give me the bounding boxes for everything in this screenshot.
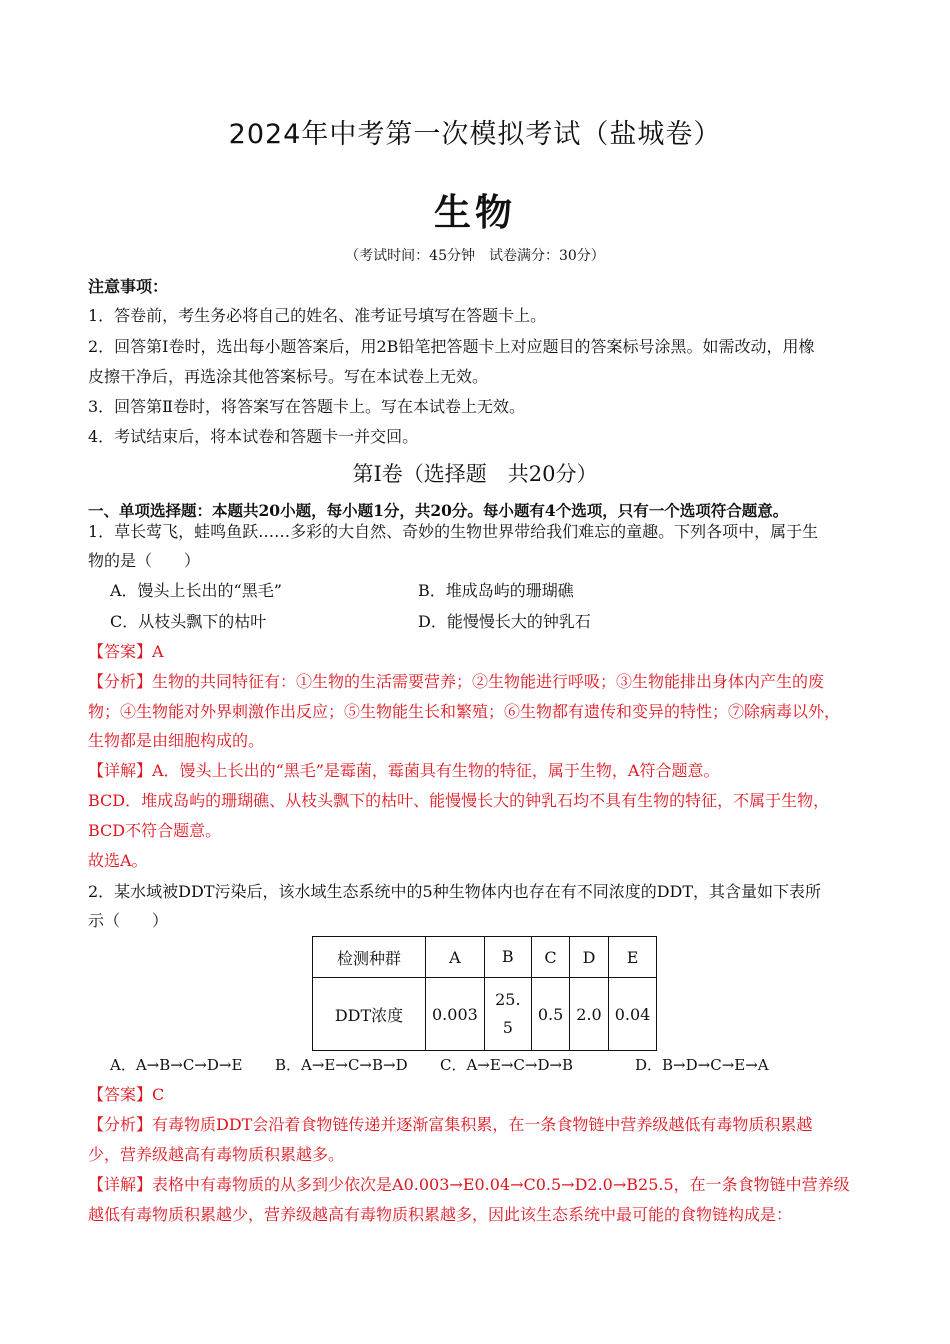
- exam-meta: （考试时间：45分钟 试卷满分：30分）: [345, 248, 605, 264]
- q1-option-c: C．从枝头飘下的枯叶: [110, 612, 267, 631]
- subject-title: 生物: [434, 191, 516, 234]
- note-3: 3．回答第Ⅱ卷时，将答案写在答题卡上。写在本试卷上无效。: [88, 397, 526, 416]
- table-row: [313, 978, 657, 1051]
- table-cell: 检测种群: [313, 937, 426, 978]
- q2-analysis-line-1: [88, 1114, 868, 1136]
- note-2b: 皮擦干净后，再选涂其他答案标号。写在本试卷上无效。: [88, 367, 489, 386]
- q1-analysis-line-1: [88, 671, 868, 693]
- q1-detail-line-2: BCD．堆成岛屿的珊瑚礁、从枝头飘下的枯叶、能慢慢长大的钟乳石均不具有生物的特征，不属于生物，: [88, 791, 830, 810]
- q2-detail-line-2: 越低有毒物质积累越少，营养级越高有毒物质积累越多，因此该生态系统中最可能的食物链构成是：: [88, 1205, 793, 1224]
- q1-detail-text-a: A．馒头上长出的“黑毛”是霉菌，霉菌具有生物的特征，属于生物，A符合题意。: [152, 761, 720, 780]
- table-cell: B: [484, 937, 531, 978]
- table-cell: 2.0: [570, 978, 608, 1051]
- q1-option-b: B．堆成岛屿的珊瑚礁: [418, 581, 574, 600]
- q2-detail-label: 【详解】: [88, 1175, 153, 1194]
- q1-analysis-line-3: 生物都是由细胞构成的。: [88, 731, 265, 750]
- q1-conclusion: 故选A。: [88, 851, 148, 870]
- section-title: 第Ⅰ卷（选择题 共20分）: [352, 462, 598, 486]
- q2-option-a: A．A→B→C→D→E: [110, 1056, 243, 1074]
- q2-detail-line-1: [88, 1174, 868, 1196]
- q1-option-a: A．馒头上长出的“黑毛”: [110, 581, 282, 600]
- q1-answer: 【答案】A: [88, 642, 164, 661]
- table-cell: 0.04: [608, 978, 657, 1051]
- note-2a: 2．回答第Ⅰ卷时，选出每小题答案后，用2B铅笔把答题卡上对应题目的答案标号涂黑。如需改动，用橡: [88, 337, 815, 356]
- table-cell: E: [608, 937, 657, 978]
- table-cell: 0.5: [531, 978, 569, 1051]
- q2-option-b: B．A→E→C→B→D: [275, 1056, 408, 1074]
- q2-analysis-line-2: 少，营养级越高有毒物质积累越多。: [88, 1145, 345, 1164]
- q1-stem-a: 1．草长莺飞，蛙鸣鱼跃……多彩的大自然、奇妙的生物世界带给我们难忘的童趣。下列各项中，属于生: [88, 522, 819, 541]
- q2-option-c: C．A→E→C→D→B: [440, 1056, 574, 1074]
- table-row: [313, 937, 657, 978]
- q1-analysis-text-a: 生物的共同特征有：①生物的生活需要营养；②生物能进行呼吸；③生物能排出身体内产生的废: [152, 672, 825, 691]
- table-cell: 0.003: [426, 978, 485, 1051]
- table-cell: 25.5: [484, 978, 531, 1051]
- ddt-table: [312, 936, 657, 1051]
- q2-analysis-label: 【分析】: [88, 1115, 153, 1134]
- q1-analysis-line-2: 物；④生物能对外界刺激作出反应；⑤生物能生长和繁殖；⑥生物都有遗传和变异的特性；⑦除病毒以外，: [88, 702, 841, 721]
- q2-analysis-text-a: 有毒物质DDT会沿着食物链传递并逐渐富集积累，在一条食物链中营养级越低有毒物质积累越: [152, 1115, 813, 1134]
- table-cell: C: [531, 937, 569, 978]
- notes-heading: 注意事项：: [88, 277, 169, 296]
- note-4: 4．考试结束后，将本试卷和答题卡一并交回。: [88, 427, 419, 446]
- table-cell: A: [426, 937, 485, 978]
- table-cell: DDT浓度: [313, 978, 426, 1051]
- q1-detail-line-3: BCD不符合题意。: [88, 821, 222, 840]
- q2-answer: 【答案】C: [88, 1085, 165, 1104]
- q1-detail-label: 【详解】: [88, 761, 153, 780]
- table-cell: D: [570, 937, 608, 978]
- q2-stem-a: 2．某水域被DDT污染后，该水域生态系统中的5种生物体内也存在有不同浓度的DDT，其含量如下表所: [88, 882, 822, 901]
- q1-option-d: D．能慢慢长大的钟乳石: [418, 612, 591, 631]
- exam-title: 2024年中考第一次模拟考试（盐城卷）: [228, 119, 722, 150]
- q1-stem-b: 物的是（ ）: [88, 551, 201, 570]
- note-1: 1．答卷前，考生务必将自己的姓名、准考证号填写在答题卡上。: [88, 306, 547, 325]
- section-instruction: 一、单项选择题：本题共20小题，每小题1分，共20分。每小题有4个选项，只有一个选项符合题意。: [88, 501, 789, 520]
- q2-detail-text-a: 表格中有毒物质的从多到少依次是A0.003→E0.04→C0.5→D2.0→B25.5，在一条食物链中营养级: [152, 1175, 850, 1194]
- q2-stem-b: 示（ ）: [88, 911, 169, 930]
- q2-option-d: D．B→D→C→E→A: [635, 1056, 769, 1074]
- q1-analysis-label: 【分析】: [88, 672, 153, 691]
- q1-detail-line-1: [88, 760, 868, 782]
